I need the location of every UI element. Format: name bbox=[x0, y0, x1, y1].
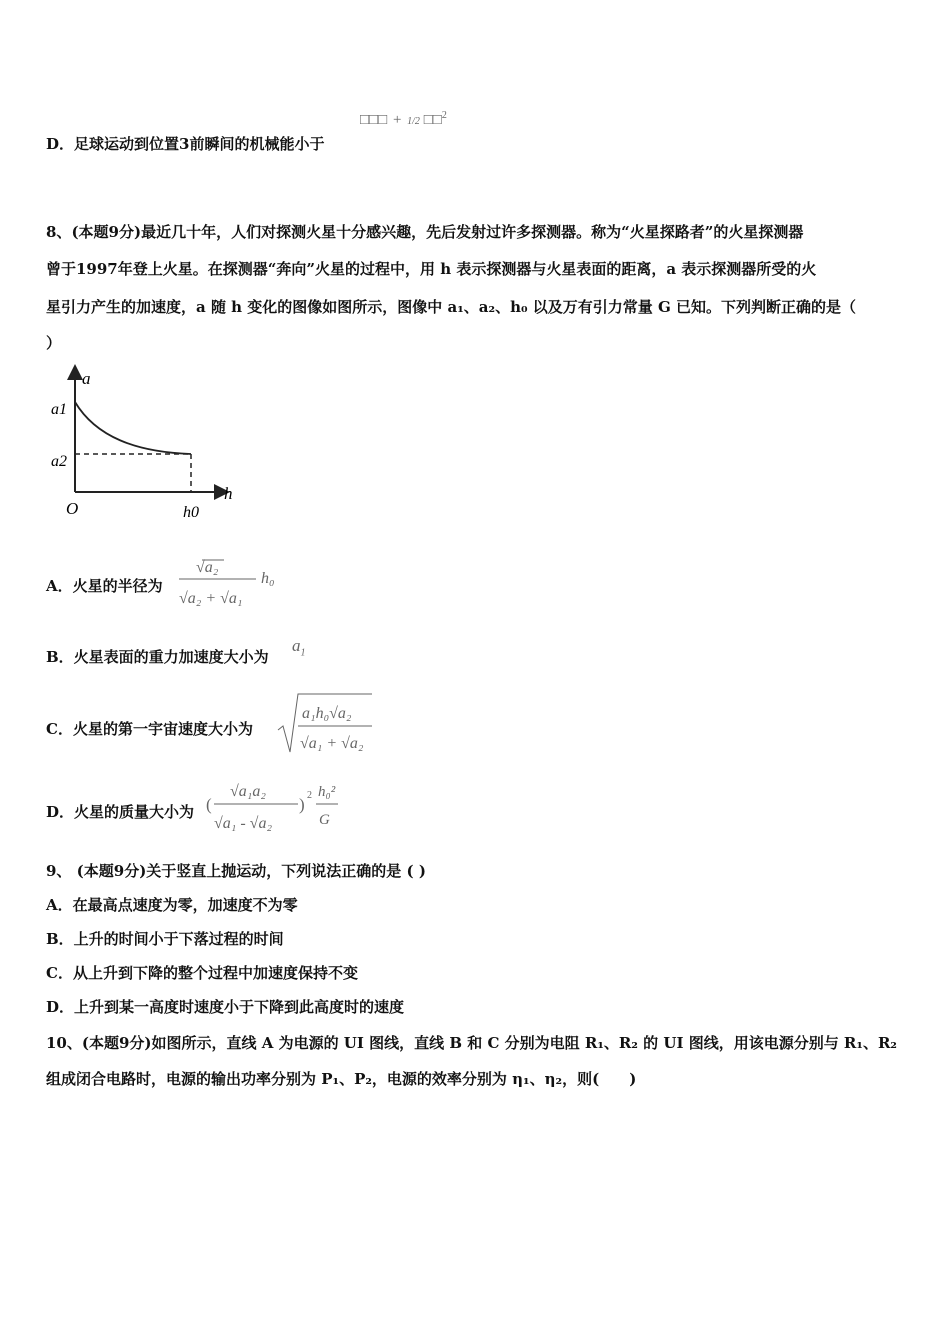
q9-stem: 9、 (本题9分)关于竖直上抛运动，下列说法正确的是 ( ) bbox=[46, 862, 426, 880]
graph-x-label: h bbox=[224, 484, 233, 503]
graph-origin-label: O bbox=[66, 499, 79, 518]
q9-option-c: C．从上升到下降的整个过程中加速度保持不变 bbox=[46, 964, 358, 982]
q8-option-c: C．火星的第一宇宙速度大小为 bbox=[46, 720, 253, 738]
svg-text:√a₁a₂: √a₁a₂ bbox=[230, 783, 266, 800]
prev-option-d-formula: □□□ + 1/2 □□$^2$ bbox=[360, 110, 447, 128]
svg-text:√a₁ + √a₂: √a₁ + √a₂ bbox=[300, 735, 364, 752]
q8-stem-line-3: 星引力产生的加速度，a 随 h 变化的图像如图所示，图像中 a₁、a₂、h₀ 以及万有引力常量 G 已知。下列判断正确的是（ bbox=[46, 298, 857, 316]
svg-text:√a₁ - √a₂: √a₁ - √a₂ bbox=[214, 815, 273, 832]
svg-text:2: 2 bbox=[307, 790, 312, 801]
q9-option-b: B．上升的时间小于下落过程的时间 bbox=[46, 930, 284, 948]
q8-option-c-formula bbox=[276, 690, 386, 760]
svg-text:√a₂ + √a₁: √a₂ + √a₁ bbox=[179, 590, 243, 607]
q9-option-d: D．上升到某一高度时速度小于下降到此高度时的速度 bbox=[46, 998, 405, 1016]
graph-curve bbox=[75, 402, 191, 454]
q10-stem-line-2: 组成闭合电路时，电源的输出功率分别为 P₁、P₂，电源的效率分别为 η₁、η₂，则( ) bbox=[46, 1070, 637, 1088]
q8-stem-line-2: 曾于1997年登上火星。在探测器“奔向”火星的过程中，用 h 表示探测器与火星表面的距离，a 表示探测器所受的火 bbox=[46, 260, 817, 278]
svg-text:√a₂: √a₂ bbox=[196, 559, 219, 576]
q8-stem-line-4: ） bbox=[46, 334, 62, 352]
svg-text:G: G bbox=[319, 812, 330, 828]
q8-option-a-formula bbox=[176, 552, 286, 614]
svg-text:(: ( bbox=[206, 795, 212, 814]
q8-option-d: D．火星的质量大小为 bbox=[46, 803, 195, 821]
svg-text:h₀²: h₀² bbox=[318, 784, 336, 800]
q8-graph bbox=[46, 362, 246, 527]
graph-h0-label: h0 bbox=[183, 504, 199, 521]
q8-option-b-formula: $a_1$ bbox=[292, 636, 306, 659]
q8-option-b: B．火星表面的重力加速度大小为 bbox=[46, 648, 269, 666]
formula-fraction: 1/2 bbox=[407, 116, 420, 127]
prev-option-d bbox=[46, 134, 324, 154]
q10-stem-line-1: 10、(本题9分)如图所示，直线 A 为电源的 UI 图线，直线 B 和 C 分别为电阻 R₁、R₂ 的 UI 图线，用该电源分别与 R₁、R₂ bbox=[46, 1034, 897, 1052]
graph-a1-label: a1 bbox=[51, 401, 67, 418]
svg-text:h₀: h₀ bbox=[261, 570, 275, 587]
graph-a2-label: a2 bbox=[51, 453, 67, 470]
q9-option-a: A．在最高点速度为零，加速度不为零 bbox=[46, 896, 298, 914]
q8-stem-line-1: 8、(本题9分)最近几十年，人们对探测火星十分感兴趣，先后发射过许多探测器。称为“火星探路者”的火星探测器 bbox=[46, 223, 804, 241]
svg-text:a₁h₀√a₂: a₁h₀√a₂ bbox=[302, 705, 352, 722]
q8-option-a: A．火星的半径为 bbox=[46, 577, 163, 595]
prev-option-d-label: D．足球运动到位置3前瞬间的机械能小于 bbox=[46, 135, 325, 153]
q8-option-d-formula bbox=[206, 776, 346, 838]
graph-y-label: a bbox=[82, 369, 91, 388]
svg-text:): ) bbox=[299, 795, 305, 814]
